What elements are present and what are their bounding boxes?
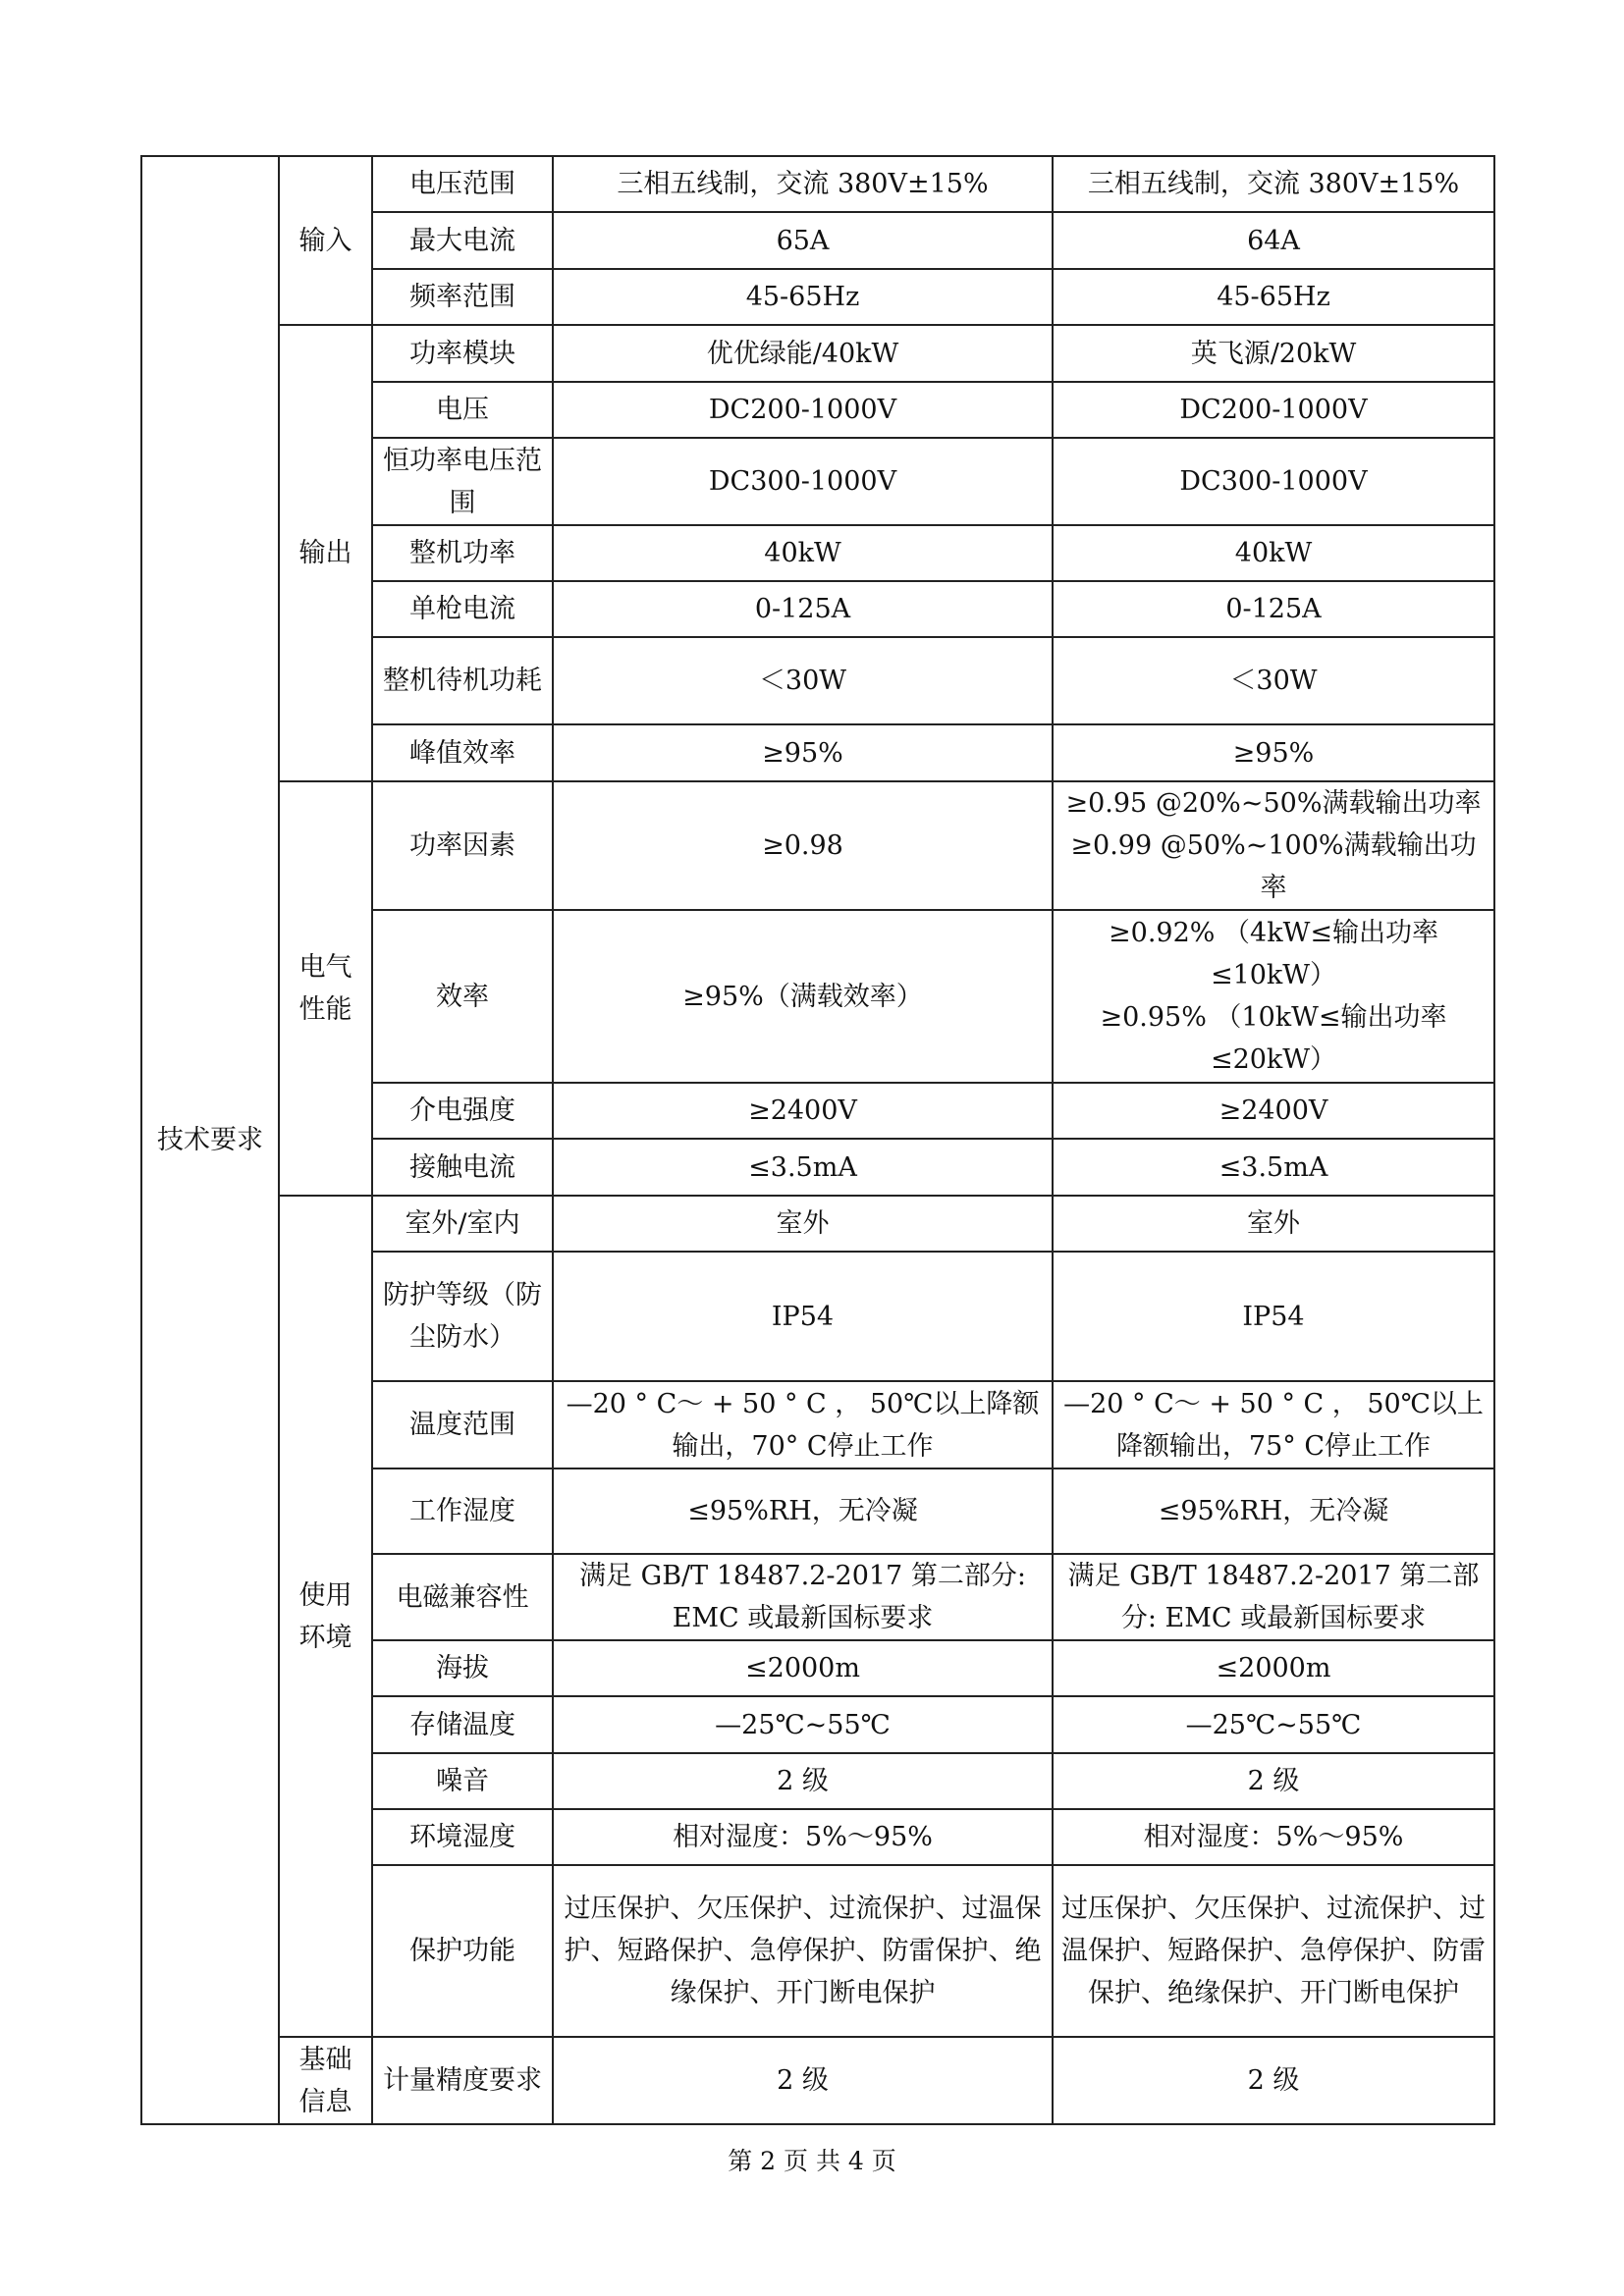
value-b-line: ≥0.92% （4kW≤输出功率≤10kW） — [1109, 918, 1438, 990]
value-a: 过压保护、欠压保护、过流保护、过温保护、短路保护、急停保护、防雷保护、绝缘保护、开门断电保护 — [553, 1865, 1053, 2037]
value-b: ≥2400V — [1053, 1083, 1494, 1139]
value-a: 2 级 — [553, 1753, 1053, 1809]
row-label: 温度范围 — [372, 1381, 553, 1468]
row-label: 接触电流 — [372, 1139, 553, 1196]
value-b: ＜30W — [1053, 637, 1494, 724]
value-a: 满足 GB/T 18487.2-2017 第二部分: EMC 或最新国标要求 — [553, 1554, 1053, 1640]
value-b: 三相五线制，交流 380V±15% — [1053, 156, 1494, 212]
value-a: 优优绿能/40kW — [553, 325, 1053, 382]
value-a: 三相五线制，交流 380V±15% — [553, 156, 1053, 212]
value-b: 英飞源/20kW — [1053, 325, 1494, 382]
value-b: DC200-1000V — [1053, 382, 1494, 438]
row-label: 功率模块 — [372, 325, 553, 382]
value-b: 满足 GB/T 18487.2-2017 第二部分: EMC 或最新国标要求 — [1053, 1554, 1494, 1640]
value-a: ≥95% — [553, 724, 1053, 781]
value-b: 室外 — [1053, 1196, 1494, 1252]
value-a: ≥0.98 — [553, 781, 1053, 910]
value-a: —25℃~55℃ — [553, 1696, 1053, 1753]
value-b-line: ≥0.95 @20%~50%满载输出功率 — [1065, 788, 1482, 819]
value-a: —20 ° C～ + 50 ° C ， 50℃以上降额输出，70° C停止工作 — [553, 1381, 1053, 1468]
value-a: 室外 — [553, 1196, 1053, 1252]
value-b: IP54 — [1053, 1252, 1494, 1381]
value-b-line: ≥0.99 @50%~100%满载输出功率 — [1070, 830, 1477, 903]
value-b: 2 级 — [1053, 1753, 1494, 1809]
value-b: —20 ° C～ + 50 ° C ， 50℃以上降额输出，75° C停止工作 — [1053, 1381, 1494, 1468]
row-label: 恒功率电压范围 — [372, 438, 553, 525]
group-electrical: 电气性能 — [279, 781, 372, 1196]
value-a: 2 级 — [553, 2037, 1053, 2124]
value-a: 40kW — [553, 525, 1053, 581]
row-label: 电压范围 — [372, 156, 553, 212]
value-a: 65A — [553, 212, 1053, 269]
table-row — [141, 156, 1494, 212]
value-b: —25℃~55℃ — [1053, 1696, 1494, 1753]
row-label: 最大电流 — [372, 212, 553, 269]
row-label: 防护等级（防尘防水） — [372, 1252, 553, 1381]
value-b: DC300-1000V — [1053, 438, 1494, 525]
row-label: 效率 — [372, 910, 553, 1083]
value-a: ≤95%RH，无冷凝 — [553, 1468, 1053, 1554]
value-b: 40kW — [1053, 525, 1494, 581]
value-a: ＜30W — [553, 637, 1053, 724]
row-label: 整机功率 — [372, 525, 553, 581]
row-label: 整机待机功耗 — [372, 637, 553, 724]
row-label: 电压 — [372, 382, 553, 438]
value-a: 45-65Hz — [553, 269, 1053, 325]
value-b: 2 级 — [1053, 2037, 1494, 2124]
value-b — [1053, 910, 1494, 1083]
value-a: DC200-1000V — [553, 382, 1053, 438]
row-label: 峰值效率 — [372, 724, 553, 781]
table-row — [141, 1196, 1494, 1252]
page-footer: 第 2 页 共 4 页 — [728, 2147, 896, 2175]
row-label: 电磁兼容性 — [372, 1554, 553, 1640]
value-a: ≤3.5mA — [553, 1139, 1053, 1196]
value-b-line: ≥0.95% （10kW≤输出功率≤20kW） — [1100, 1002, 1447, 1075]
value-b: ≤95%RH，无冷凝 — [1053, 1468, 1494, 1554]
value-a: ≤2000m — [553, 1640, 1053, 1696]
value-b: ≤2000m — [1053, 1640, 1494, 1696]
value-a: 0-125A — [553, 581, 1053, 637]
value-b: 过压保护、欠压保护、过流保护、过温保护、短路保护、急停保护、防雷保护、绝缘保护、开门断电保护 — [1053, 1865, 1494, 2037]
row-label: 海拔 — [372, 1640, 553, 1696]
value-a: 相对湿度：5%～95% — [553, 1809, 1053, 1865]
group-output: 输出 — [279, 325, 372, 781]
value-b: 64A — [1053, 212, 1494, 269]
row-label: 计量精度要求 — [372, 2037, 553, 2124]
row-label: 保护功能 — [372, 1865, 553, 2037]
row-label: 环境湿度 — [372, 1809, 553, 1865]
value-b: 45-65Hz — [1053, 269, 1494, 325]
value-b — [1053, 781, 1494, 910]
row-label: 频率范围 — [372, 269, 553, 325]
table-row — [141, 781, 1494, 910]
row-label: 室外/室内 — [372, 1196, 553, 1252]
value-a: DC300-1000V — [553, 438, 1053, 525]
category-cell: 技术要求 — [141, 156, 279, 2124]
table-row — [141, 2037, 1494, 2124]
group-environment: 使用环境 — [279, 1196, 372, 2037]
row-label: 工作湿度 — [372, 1468, 553, 1554]
row-label: 噪音 — [372, 1753, 553, 1809]
value-b: ≤3.5mA — [1053, 1139, 1494, 1196]
row-label: 单枪电流 — [372, 581, 553, 637]
row-label: 介电强度 — [372, 1083, 553, 1139]
row-label: 功率因素 — [372, 781, 553, 910]
value-b: ≥95% — [1053, 724, 1494, 781]
value-a: ≥2400V — [553, 1083, 1053, 1139]
group-input: 输入 — [279, 156, 372, 325]
value-a: IP54 — [553, 1252, 1053, 1381]
value-a: ≥95%（满载效率） — [553, 910, 1053, 1083]
value-b: 0-125A — [1053, 581, 1494, 637]
value-b: 相对湿度：5%～95% — [1053, 1809, 1494, 1865]
spec-table — [140, 155, 1495, 2125]
row-label: 存储温度 — [372, 1696, 553, 1753]
group-basic: 基础信息 — [279, 2037, 372, 2124]
table-row — [141, 325, 1494, 382]
